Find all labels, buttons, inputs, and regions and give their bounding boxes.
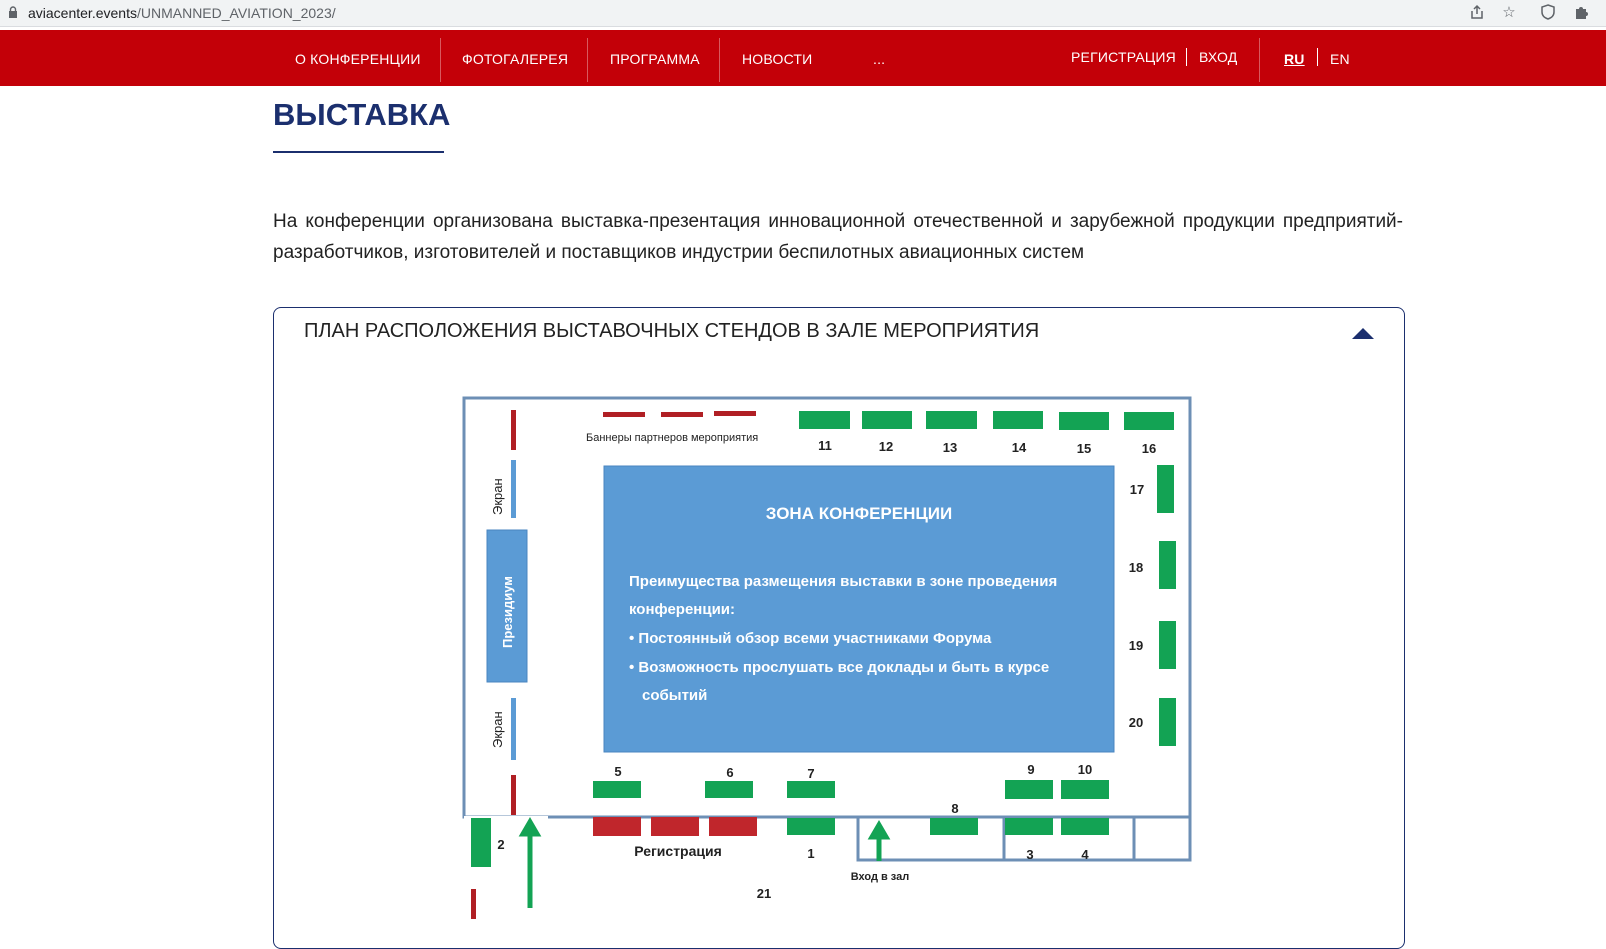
auth-divider <box>1186 48 1187 66</box>
stand-19[interactable] <box>1159 621 1176 669</box>
stand-number: 11 <box>818 438 832 453</box>
stand-2[interactable] <box>471 818 491 867</box>
lang-en-link[interactable]: EN <box>1330 51 1350 67</box>
banner-mark <box>511 775 516 815</box>
stand-7[interactable] <box>787 781 835 798</box>
floor-plan-accordion <box>273 307 1405 949</box>
extensions-puzzle-icon[interactable] <box>1572 4 1590 22</box>
floor-plan-diagram <box>274 308 1404 948</box>
stand-9[interactable] <box>1005 780 1053 799</box>
screen-label: Экран <box>490 478 505 515</box>
share-icon[interactable] <box>1468 4 1486 22</box>
stand-number: 19 <box>1128 638 1144 653</box>
stand-4[interactable] <box>1061 818 1109 835</box>
login-link[interactable]: ВХОД <box>1199 49 1238 65</box>
nav-item-more[interactable]: ... <box>873 51 886 67</box>
nav-item-news[interactable]: НОВОСТИ <box>742 51 813 67</box>
stand-number: 6 <box>726 765 734 780</box>
stand-number: 14 <box>1011 440 1027 455</box>
zone-title: ЗОНА КОНФЕРЕНЦИИ <box>765 504 953 523</box>
stand-12[interactable] <box>862 411 912 429</box>
stand-number: 10 <box>1077 762 1093 777</box>
entrance-arrow-icon <box>872 825 886 861</box>
stand-number: 4 <box>1081 847 1089 862</box>
url-path: /UNMANNED_AVIATION_2023/ <box>136 5 336 21</box>
nav-item-program[interactable]: ПРОГРАММА <box>610 51 700 67</box>
zone-bullet: событий <box>642 687 708 704</box>
banner-mark <box>603 412 645 417</box>
stand-10[interactable] <box>1061 780 1109 799</box>
stand-3[interactable] <box>1005 818 1053 835</box>
url-text[interactable] <box>28 5 336 21</box>
stand-number: 8 <box>951 801 959 816</box>
screen-mark <box>511 698 516 760</box>
banner-mark <box>714 411 756 416</box>
stand-18[interactable] <box>1159 541 1176 589</box>
stand-number: 5 <box>614 764 622 779</box>
stand-8[interactable] <box>930 818 978 835</box>
registration-desk <box>709 817 757 836</box>
zone-bullet: • Постоянный обзор всеми участниками Форума <box>629 630 992 647</box>
bookmark-star-icon[interactable]: ☆ <box>1502 4 1516 21</box>
stand-number: 18 <box>1128 560 1144 575</box>
stand-11[interactable] <box>799 411 850 429</box>
nav-item-gallery[interactable]: ФОТОГАЛЕРЕЯ <box>462 51 569 67</box>
nav-item-about[interactable]: О КОНФЕРЕНЦИИ <box>295 51 421 67</box>
lang-ru-link[interactable]: RU <box>1284 51 1305 67</box>
stand-number: 2 <box>497 837 505 852</box>
page-title: ВЫСТАВКА <box>273 97 451 132</box>
registration-desk <box>651 817 699 836</box>
banners-label: Баннеры партнеров мероприятия <box>586 432 759 444</box>
stand-number: 13 <box>942 440 958 455</box>
shield-extension-icon[interactable] <box>1539 4 1557 22</box>
stand-number: 21 <box>756 886 772 901</box>
zone-text: Преимущества размещения выставки в зоне проведения <box>629 573 1058 590</box>
url-host: aviacenter.events <box>28 5 137 21</box>
nav-divider <box>1259 38 1260 82</box>
entrance-label: Вход в зал <box>850 871 910 883</box>
stand-number: 3 <box>1026 847 1034 862</box>
entrance-arrow-icon <box>523 822 537 908</box>
stand-number: 16 <box>1141 441 1157 456</box>
stand-number: 15 <box>1076 441 1092 456</box>
stand-1[interactable] <box>787 818 835 835</box>
accordion-title[interactable]: ПЛАН РАСПОЛОЖЕНИЯ ВЫСТАВОЧНЫХ СТЕНДОВ В ЗАЛЕ МЕРОПРИЯТИЯ <box>304 320 1040 342</box>
stand-15[interactable] <box>1059 412 1109 430</box>
registration-label: Регистрация <box>634 843 722 859</box>
stand-14[interactable] <box>993 411 1043 429</box>
main-navigation <box>0 30 1606 86</box>
stand-number: 9 <box>1027 762 1035 777</box>
stand-number: 7 <box>807 766 815 781</box>
browser-address-bar[interactable] <box>0 0 1606 27</box>
intro-text: На конференции организована выставка-презентация инновационной отечественной и зарубежной продукции предприятий-разработчиков, изготовителей и поставщиков индустрии беспилотных авиационных систем <box>273 211 1403 263</box>
stand-13[interactable] <box>926 411 977 429</box>
banner-mark <box>661 412 703 417</box>
presidium-label: Президиум <box>500 576 515 648</box>
stand-17[interactable] <box>1157 465 1174 513</box>
stand-number: 20 <box>1128 715 1144 730</box>
title-underline <box>273 151 444 153</box>
stand-20[interactable] <box>1159 698 1176 746</box>
stand-number: 1 <box>807 846 815 861</box>
banner-mark <box>471 889 476 919</box>
nav-divider <box>587 38 588 82</box>
stand-number: 12 <box>878 439 894 454</box>
screen-mark <box>511 460 516 518</box>
lock-icon <box>8 6 18 18</box>
zone-bullet: • Возможность прослушать все доклады и быть в курсе <box>629 659 1050 676</box>
stand-16[interactable] <box>1124 412 1174 430</box>
lang-divider <box>1317 48 1318 66</box>
screen-label: Экран <box>490 711 505 748</box>
nav-divider <box>440 38 441 82</box>
stand-number: 17 <box>1129 482 1145 497</box>
nav-divider <box>719 38 720 82</box>
registration-desk <box>593 817 641 836</box>
stand-6[interactable] <box>705 781 753 798</box>
register-link[interactable]: РЕГИСТРАЦИЯ <box>1071 49 1176 65</box>
zone-text: конференции: <box>629 601 736 618</box>
banner-mark <box>511 410 516 450</box>
stand-5[interactable] <box>593 781 641 798</box>
